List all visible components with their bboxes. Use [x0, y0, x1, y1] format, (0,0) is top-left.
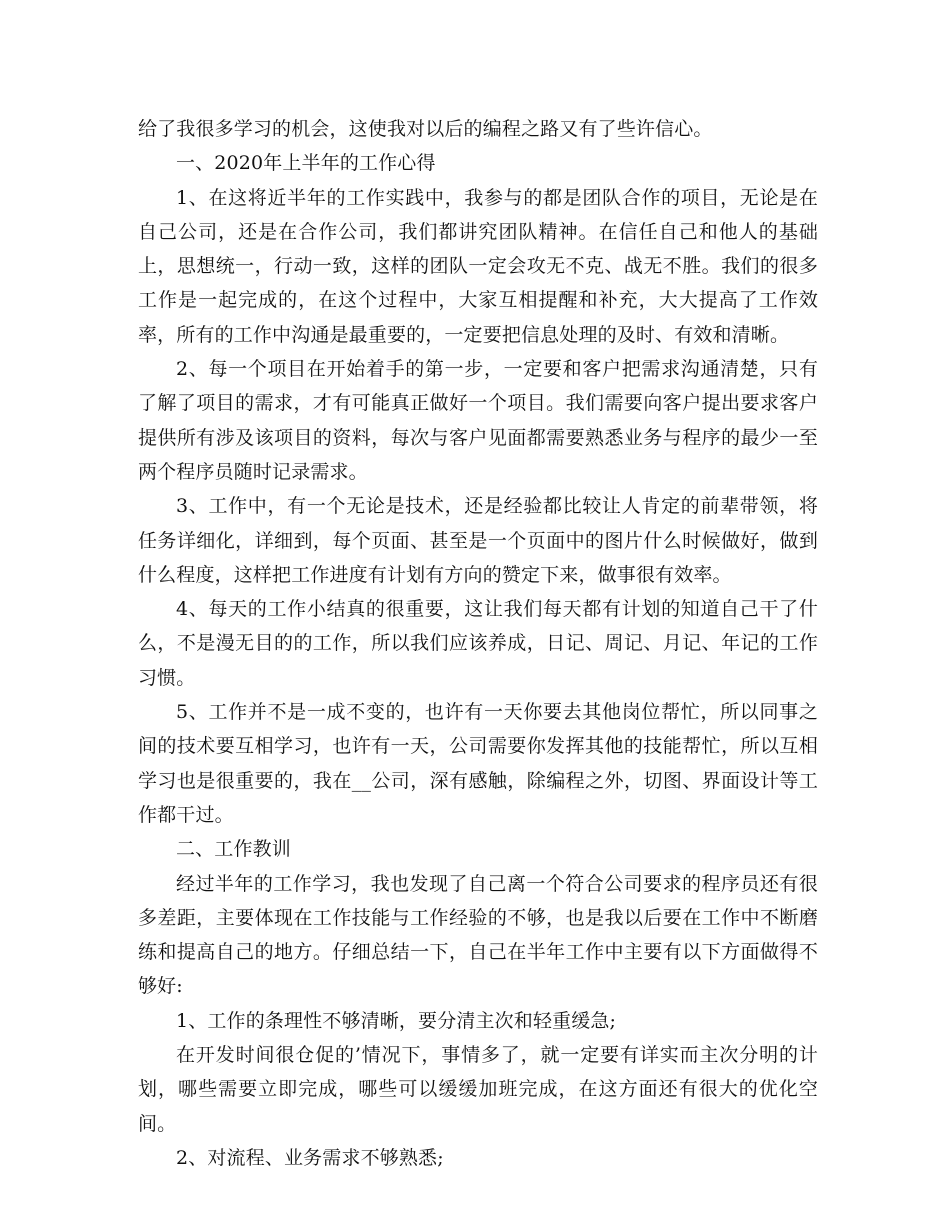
paragraph-insight-3: 3、工作中，有一个无论是技术，还是经验都比较让人肯定的前辈带领，将任务详细化，详细到，每个页面、甚至是一个页面中的图片什么时候做好，做到什么程度，这样把工作进度有计划有方向的赞定下来，做事很有效率。	[138, 495, 818, 586]
paragraph-lesson-1-detail: 在开发时间很仓促的’情况下，事情多了，就一定要有详实而主次分明的计划，哪些需要立即完成，哪些可以缓缓加班完成，在这方面还有很大的优化空间。	[138, 1044, 818, 1135]
paragraph-insight-1: 1、在这将近半年的工作实践中，我参与的都是团队合作的项目，无论是在自己公司，还是在合作公司，我们都讲究团队精神。在信任自己和他人的基础上，思想统一，行动一致，这样的团队一定会攻无不克、战无不胜。我们的很多工作是一起完成的，在这个过程中，大家互相提醒和补充，大大提高了工作效率，所有的工作中沟通是最重要的，一定要把信息处理的及时、有效和清晰。	[138, 186, 818, 346]
section-heading-lessons: 二、工作教训	[176, 838, 291, 861]
paragraph-insight-4: 4、每天的工作小结真的很重要，这让我们每天都有计划的知道自己干了什么，不是漫无目的的工作，所以我们应该养成，日记、周记、月记、年记的工作习惯。	[138, 598, 818, 689]
paragraph-insight-2: 2、每一个项目在开始着手的第一步，一定要和客户把需求沟通清楚，只有了解了项目的需求，才有可能真正做好一个项目。我们需要向客户提出要求客户提供所有涉及该项目的资料，每次与客户见面都需要熟悉业务与程序的最少一至两个程序员随时记录需求。	[138, 358, 818, 483]
paragraph-continuation: 给了我很多学习的机会，这使我对以后的编程之路又有了些许信心。	[138, 118, 713, 140]
paragraph-insight-5: 5、工作并不是一成不变的，也许有一天你要去其他岗位帮忙，所以同事之间的技术要互相学习，也许有一天，公司需要你发挥其他的技能帮忙，所以互相学习也是很重要的，我在__公司，深有感触，除编程之外，切图、界面设计等工作都干过。	[138, 701, 818, 826]
paragraph-lessons-intro: 经过半年的工作学习，我也发现了自己离一个符合公司要求的程序员还有很多差距，主要体现在工作技能与工作经验的不够，也是我以后要在工作中不断磨练和提高自己的地方。仔细总结一下，自己在半年工作中主要有以下方面做得不够好:	[138, 872, 818, 998]
section-heading-work-insights: 一、2020年上半年的工作心得	[176, 152, 436, 175]
document-body	[138, 112, 818, 1175]
paragraph-lesson-2: 2、对流程、业务需求不够熟悉;	[176, 1146, 444, 1169]
paragraph-lesson-1: 1、工作的条理性不够清晰，要分清主次和轻重缓急;	[176, 1009, 617, 1032]
